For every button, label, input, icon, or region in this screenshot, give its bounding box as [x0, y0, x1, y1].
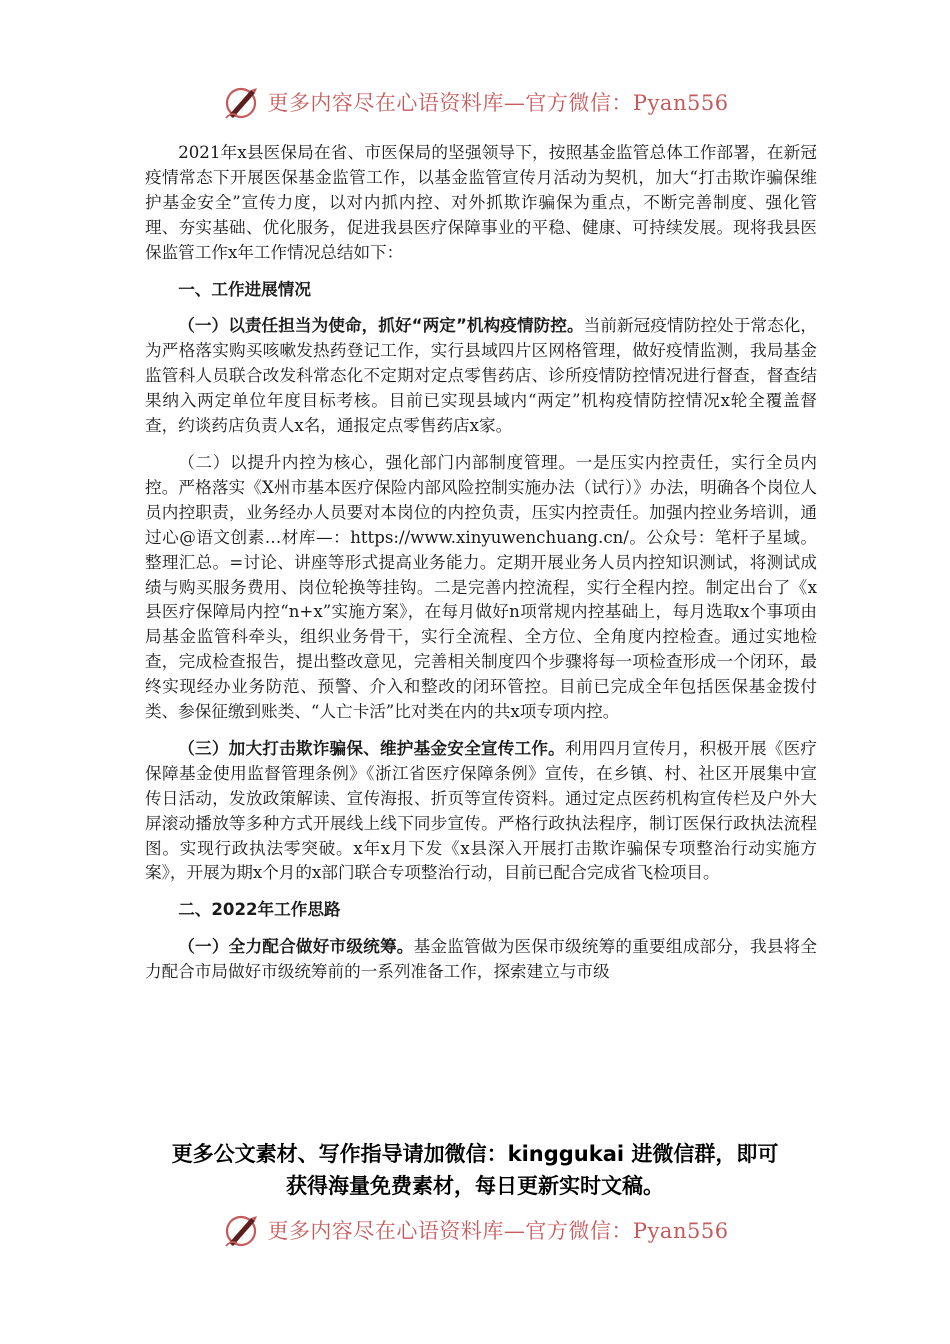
banner-text: 更多内容尽在心语资料库—官方微信：Pyan556	[267, 1219, 729, 1243]
promo-line-1: 更多公文素材、写作指导请加微信：kinggukai 进微信群，即可	[171, 1142, 779, 1166]
paragraph-2: （二）以提升内控为核心，强化部门内部制度管理。一是压实内控责任，实行全员内控。严格落实《X州市基本医疗保险内部风险控制实施办法（试行）》办法，明确各个岗位人员内控职责，业务经办人员要对本岗位的内控负责，压实内控责任。加强内控业务培训，通过心@语文创素…材库—：https://www.xinyuwenchuang.cn/。公众号：笔杆子星域。整理汇总。=讨论、讲座等形式提高业务能力。定期开展业务人员内控知识测试，将测试成绩与购买服务费用、岗位轮换等挂钩。二是完善内控流程，实行全程内控。制定出台了《x县医疗保障局内控“n+x”实施方案》，在每月做好n项常规内控基础上，每月选取x个事项由局基金监管科牵头，组织业务骨干，实行全流程、全方位、全角度内控检查。通过实地检查，完成检查报告，提出整改意见，完善相关制度四个步骤将每一项检查形成一个闭环，最终实现经办业务防范、预警、介入和整改的闭环管控。目前已完成全年包括医保基金拨付类、参保征缴到账类、“人亡卡活”比对类在内的共x项专项内控。	[145, 452, 817, 722]
footer-banner	[0, 1208, 950, 1252]
banner-text: 更多内容尽在心语资料库—官方微信：Pyan556	[267, 91, 729, 115]
paragraph-3	[145, 737, 817, 886]
subheading-3: （三）加大打击欺诈骗保、维护基金安全宣传工作。	[178, 738, 565, 758]
paragraph-1	[145, 314, 817, 439]
document-body	[145, 141, 817, 997]
promo-notice	[130, 1138, 820, 1202]
paragraph-1-text: 当前新冠疫情防控处于常态化，为严格落实购买咳嗽发热药登记工作，实行县域四片区网格管理，做好疫情监测，我局基金监管科人员联合改发科常态化不定期对定点零售药店、诊所疫情防控情况进行督查，督查结果纳入两定单位年度目标考核。目前已实现县域内“两定”机构疫情防控情况x轮全覆盖督查，约谈药店负责人x名，通报定点零售药店x家。	[145, 316, 818, 436]
subheading-1: （一）以责任担当为使命，抓好“两定”机构疫情防控。	[178, 316, 584, 336]
paragraph-3-text: 利用四月宣传月，积极开展《医疗保障基金使用监督管理条例》《浙江省医疗保障条例》宣传，在乡镇、村、社区开展集中宣传日活动，发放政策解读、宣传海报、折页等宣传资料。通过定点医药机构宣传栏及户外大屏滚动播放等多种方式开展线上线下同步宣传。严格行政执法程序，制订医保行政执法流程图。实现行政执法零突破。x年x月下发《x县深入开展打击欺诈骗保专项整治行动实施方案》，开展为期x个月的x部门联合专项整治行动，目前已配合完成省飞检项目。	[145, 738, 818, 883]
paragraph-4-text: 基金监管做为医保市级统筹的重要组成部分，我县将全力配合市局做好市级统筹前的一系列准备工作，探索建立与市级	[145, 937, 818, 982]
section-heading-1: 一、工作进展情况	[178, 279, 311, 299]
pen-in-circle-logo-icon	[221, 1210, 261, 1250]
promo-line-2: 获得海量免费素材，每日更新实时文稿。	[286, 1174, 664, 1198]
section-heading-2: 二、2022年工作思路	[178, 900, 341, 920]
header-banner	[0, 80, 950, 124]
intro-paragraph: 2021年x县医保局在省、市医保局的坚强领导下，按照基金监管总体工作部署，在新冠疫情常态下开展医保基金监管工作，以基金监管宣传月活动为契机，加大“打击欺诈骗保维护基金安全”宣传力度，以对内抓内控、对外抓欺诈骗保为重点，不断完善制度、强化管理、夯实基础、优化服务，促进我县医疗保障事业的平稳、健康、可持续发展。现将我县医保监管工作x年工作情况总结如下：	[145, 143, 817, 262]
pen-in-circle-logo-icon	[221, 82, 261, 122]
paragraph-4	[145, 935, 817, 985]
subheading-4: （一）全力配合做好市级统筹。	[178, 937, 414, 957]
